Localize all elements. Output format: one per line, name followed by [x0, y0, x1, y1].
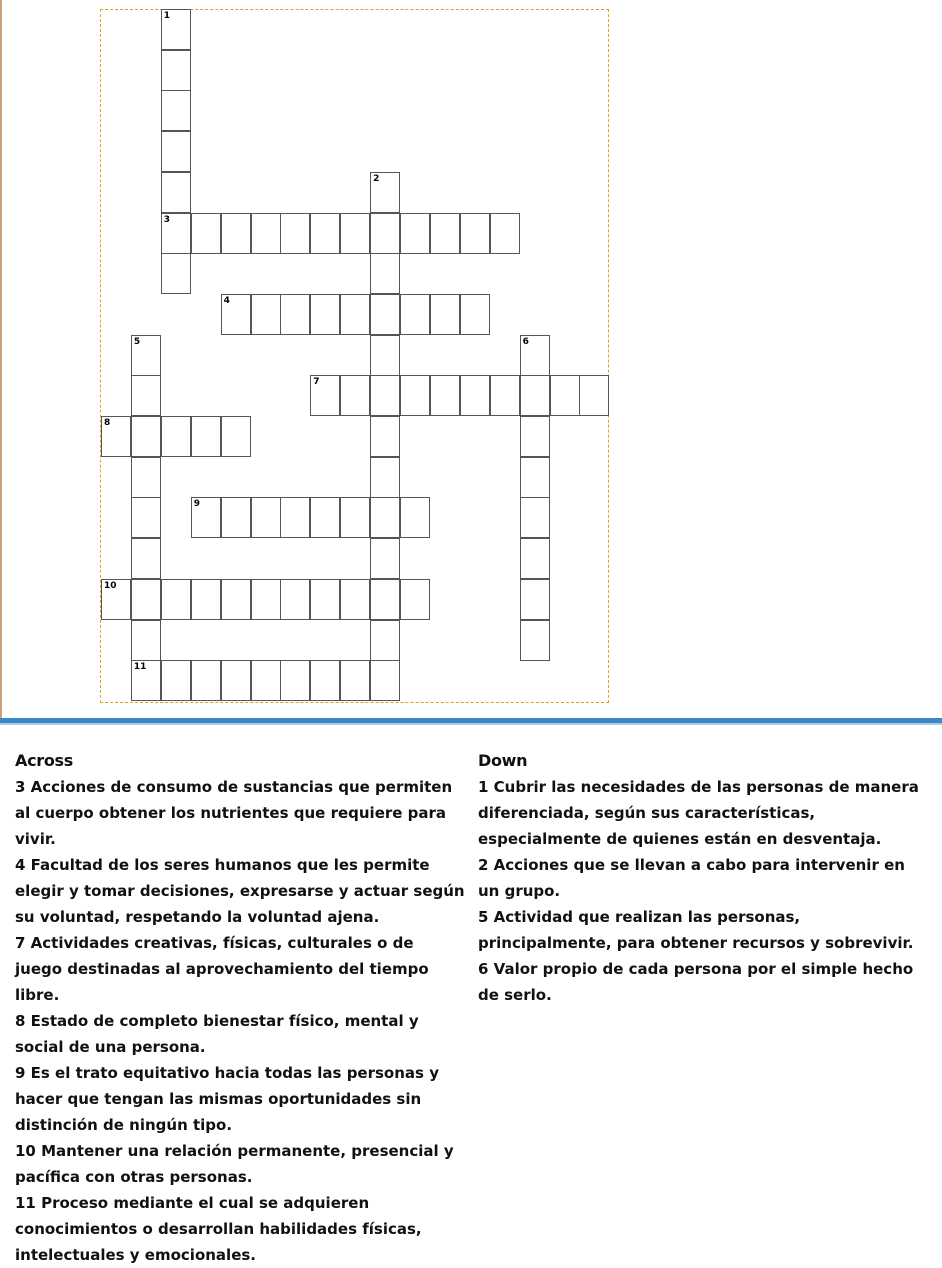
grid-cell[interactable]	[131, 620, 161, 661]
grid-cell[interactable]	[221, 497, 251, 538]
grid-cell[interactable]	[520, 335, 550, 376]
grid-cell[interactable]	[520, 457, 550, 498]
grid-cell[interactable]	[520, 579, 550, 620]
grid-cell[interactable]	[370, 294, 400, 335]
grid-cell[interactable]	[430, 375, 460, 416]
grid-cell[interactable]	[370, 538, 400, 579]
grid-cell[interactable]	[370, 375, 400, 416]
grid-cell[interactable]	[490, 375, 520, 416]
grid-cell[interactable]	[430, 294, 460, 335]
across-clue-7: 7 Actividades creativas, físicas, culturales o de juego destinadas al aprovechamiento del tiempo libre.	[15, 934, 429, 1004]
grid-cell[interactable]	[310, 213, 340, 254]
clue-number: 10	[104, 580, 117, 591]
grid-cell[interactable]	[579, 375, 609, 416]
grid-cell[interactable]	[400, 213, 430, 254]
grid-cell[interactable]	[221, 416, 251, 457]
grid-cell[interactable]	[280, 294, 310, 335]
clue-number: 11	[133, 662, 147, 673]
grid-cell[interactable]	[460, 294, 490, 335]
clue-number: 2	[373, 173, 380, 184]
grid-cell[interactable]	[460, 375, 490, 416]
grid-cell[interactable]	[161, 172, 191, 213]
grid-cell[interactable]	[101, 416, 131, 457]
grid-cell[interactable]	[340, 294, 370, 335]
grid-cell[interactable]	[310, 294, 340, 335]
grid-cell[interactable]	[550, 375, 580, 416]
across-clue-8: 8 Estado de completo bienestar físico, mental y social de una persona.	[15, 1012, 419, 1056]
grid-cell[interactable]	[310, 375, 340, 416]
across-clue-3: 3 Acciones de consumo de sustancias que permiten al cuerpo obtener los nutrientes que requiere para vivir.	[15, 778, 453, 848]
clue-number: 9	[193, 499, 200, 510]
across-heading: Across	[15, 751, 73, 770]
grid-cell[interactable]	[161, 90, 191, 131]
grid-cell[interactable]	[400, 375, 430, 416]
grid-cell[interactable]	[161, 9, 191, 50]
grid-cell[interactable]	[191, 497, 221, 538]
clue-number: 6	[522, 336, 529, 347]
grid-cell[interactable]	[161, 416, 191, 457]
grid-cell[interactable]	[191, 416, 221, 457]
clue-number: 5	[133, 336, 141, 347]
grid-cell[interactable]	[221, 579, 251, 620]
grid-cell[interactable]	[280, 497, 310, 538]
grid-cell[interactable]	[280, 579, 310, 620]
grid-cell[interactable]	[251, 213, 281, 254]
section-divider-shadow	[0, 723, 942, 725]
grid-cell[interactable]	[370, 579, 400, 620]
grid-cell[interactable]	[520, 497, 550, 538]
clue-number: 3	[163, 214, 171, 225]
grid-cell[interactable]	[430, 213, 460, 254]
grid-cell[interactable]	[161, 131, 191, 172]
grid-cell[interactable]	[161, 660, 191, 701]
grid-cell[interactable]	[131, 579, 161, 620]
grid-cell[interactable]	[161, 253, 191, 294]
across-clue-11: 11 Proceso mediante el cual se adquieren conocimientos o desarrollan habilidades físicas, intelectuales y emocionales.	[15, 1194, 422, 1264]
across-clue-10: 10 Mantener una relación permanente, presencial y pacífica con otras personas.	[15, 1142, 454, 1186]
down-heading: Down	[478, 751, 528, 770]
grid-cell[interactable]	[251, 660, 281, 701]
grid-cell[interactable]	[251, 294, 281, 335]
grid-cell[interactable]	[370, 253, 400, 294]
across-clue-4: 4 Facultad de los seres humanos que les permite elegir y tomar decisiones, expresarse y actuar según su voluntad, respetando la voluntad ajena.	[15, 856, 465, 926]
grid-cell[interactable]	[520, 620, 550, 661]
grid-cell[interactable]	[131, 457, 161, 498]
grid-cell[interactable]	[340, 375, 370, 416]
grid-cell[interactable]	[251, 579, 281, 620]
across-clue-9: 9 Es el trato equitativo hacia todas las personas y hacer que tengan las mismas oportunidades sin distinción de ningún tipo.	[15, 1064, 439, 1134]
grid-cell[interactable]	[131, 375, 161, 416]
down-clue-5: 5 Actividad que realizan las personas, principalmente, para obtener recursos y sobrevivir.	[478, 908, 914, 952]
grid-cell[interactable]	[370, 172, 400, 213]
grid-cell[interactable]	[370, 213, 400, 254]
grid-cell[interactable]	[251, 497, 281, 538]
grid-cell[interactable]	[370, 497, 400, 538]
grid-cell[interactable]	[131, 497, 161, 538]
grid-cell[interactable]	[221, 294, 251, 335]
grid-cell[interactable]	[161, 50, 191, 91]
clue-number: 8	[104, 418, 111, 428]
grid-cell[interactable]	[370, 620, 400, 661]
grid-cell[interactable]	[370, 457, 400, 498]
grid-cell[interactable]	[161, 213, 191, 254]
grid-cell[interactable]	[340, 497, 370, 538]
grid-cell[interactable]	[340, 579, 370, 620]
grid-cell[interactable]	[131, 660, 161, 701]
clue-number: 1	[163, 11, 171, 21]
grid-cell[interactable]	[310, 497, 340, 538]
grid-cell[interactable]	[280, 660, 310, 701]
grid-cell[interactable]	[280, 213, 310, 254]
grid-cell[interactable]	[131, 538, 161, 579]
grid-cell[interactable]	[340, 213, 370, 254]
grid-cell[interactable]	[520, 375, 550, 416]
grid-cell[interactable]	[191, 660, 221, 701]
grid-cell[interactable]	[400, 579, 430, 620]
grid-cell[interactable]	[400, 497, 430, 538]
down-clue-2: 2 Acciones que se llevan a cabo para intervenir en un grupo.	[478, 856, 905, 900]
grid-cell[interactable]	[161, 579, 191, 620]
down-clue-6: 6 Valor propio de cada persona por el simple hecho de serlo.	[478, 960, 914, 1004]
grid-cell[interactable]	[221, 660, 251, 701]
down-clues	[478, 748, 930, 1008]
grid-cell[interactable]	[310, 579, 340, 620]
grid-cell[interactable]	[191, 579, 221, 620]
clue-number: 7	[313, 377, 320, 388]
grid-cell[interactable]	[131, 416, 161, 457]
grid-cell[interactable]	[221, 213, 251, 254]
grid-cell[interactable]	[340, 660, 370, 701]
grid-cell[interactable]	[370, 335, 400, 376]
down-clue-1: 1 Cubrir las necesidades de las personas de manera diferenciada, según sus características, especialmente de quienes están en desventaja.	[478, 778, 919, 848]
grid-cell[interactable]	[131, 335, 161, 376]
grid-cell[interactable]	[520, 416, 550, 457]
grid-cell[interactable]	[490, 213, 520, 254]
across-clues	[15, 748, 465, 1268]
grid-cell[interactable]	[310, 660, 340, 701]
grid-cell[interactable]	[460, 213, 490, 254]
grid-cell[interactable]	[520, 538, 550, 579]
clue-number: 4	[223, 295, 230, 306]
grid-cell[interactable]	[370, 660, 400, 701]
grid-cell[interactable]	[370, 416, 400, 457]
grid-cell[interactable]	[101, 579, 131, 620]
grid-cell[interactable]	[400, 294, 430, 335]
grid-cell[interactable]	[191, 213, 221, 254]
